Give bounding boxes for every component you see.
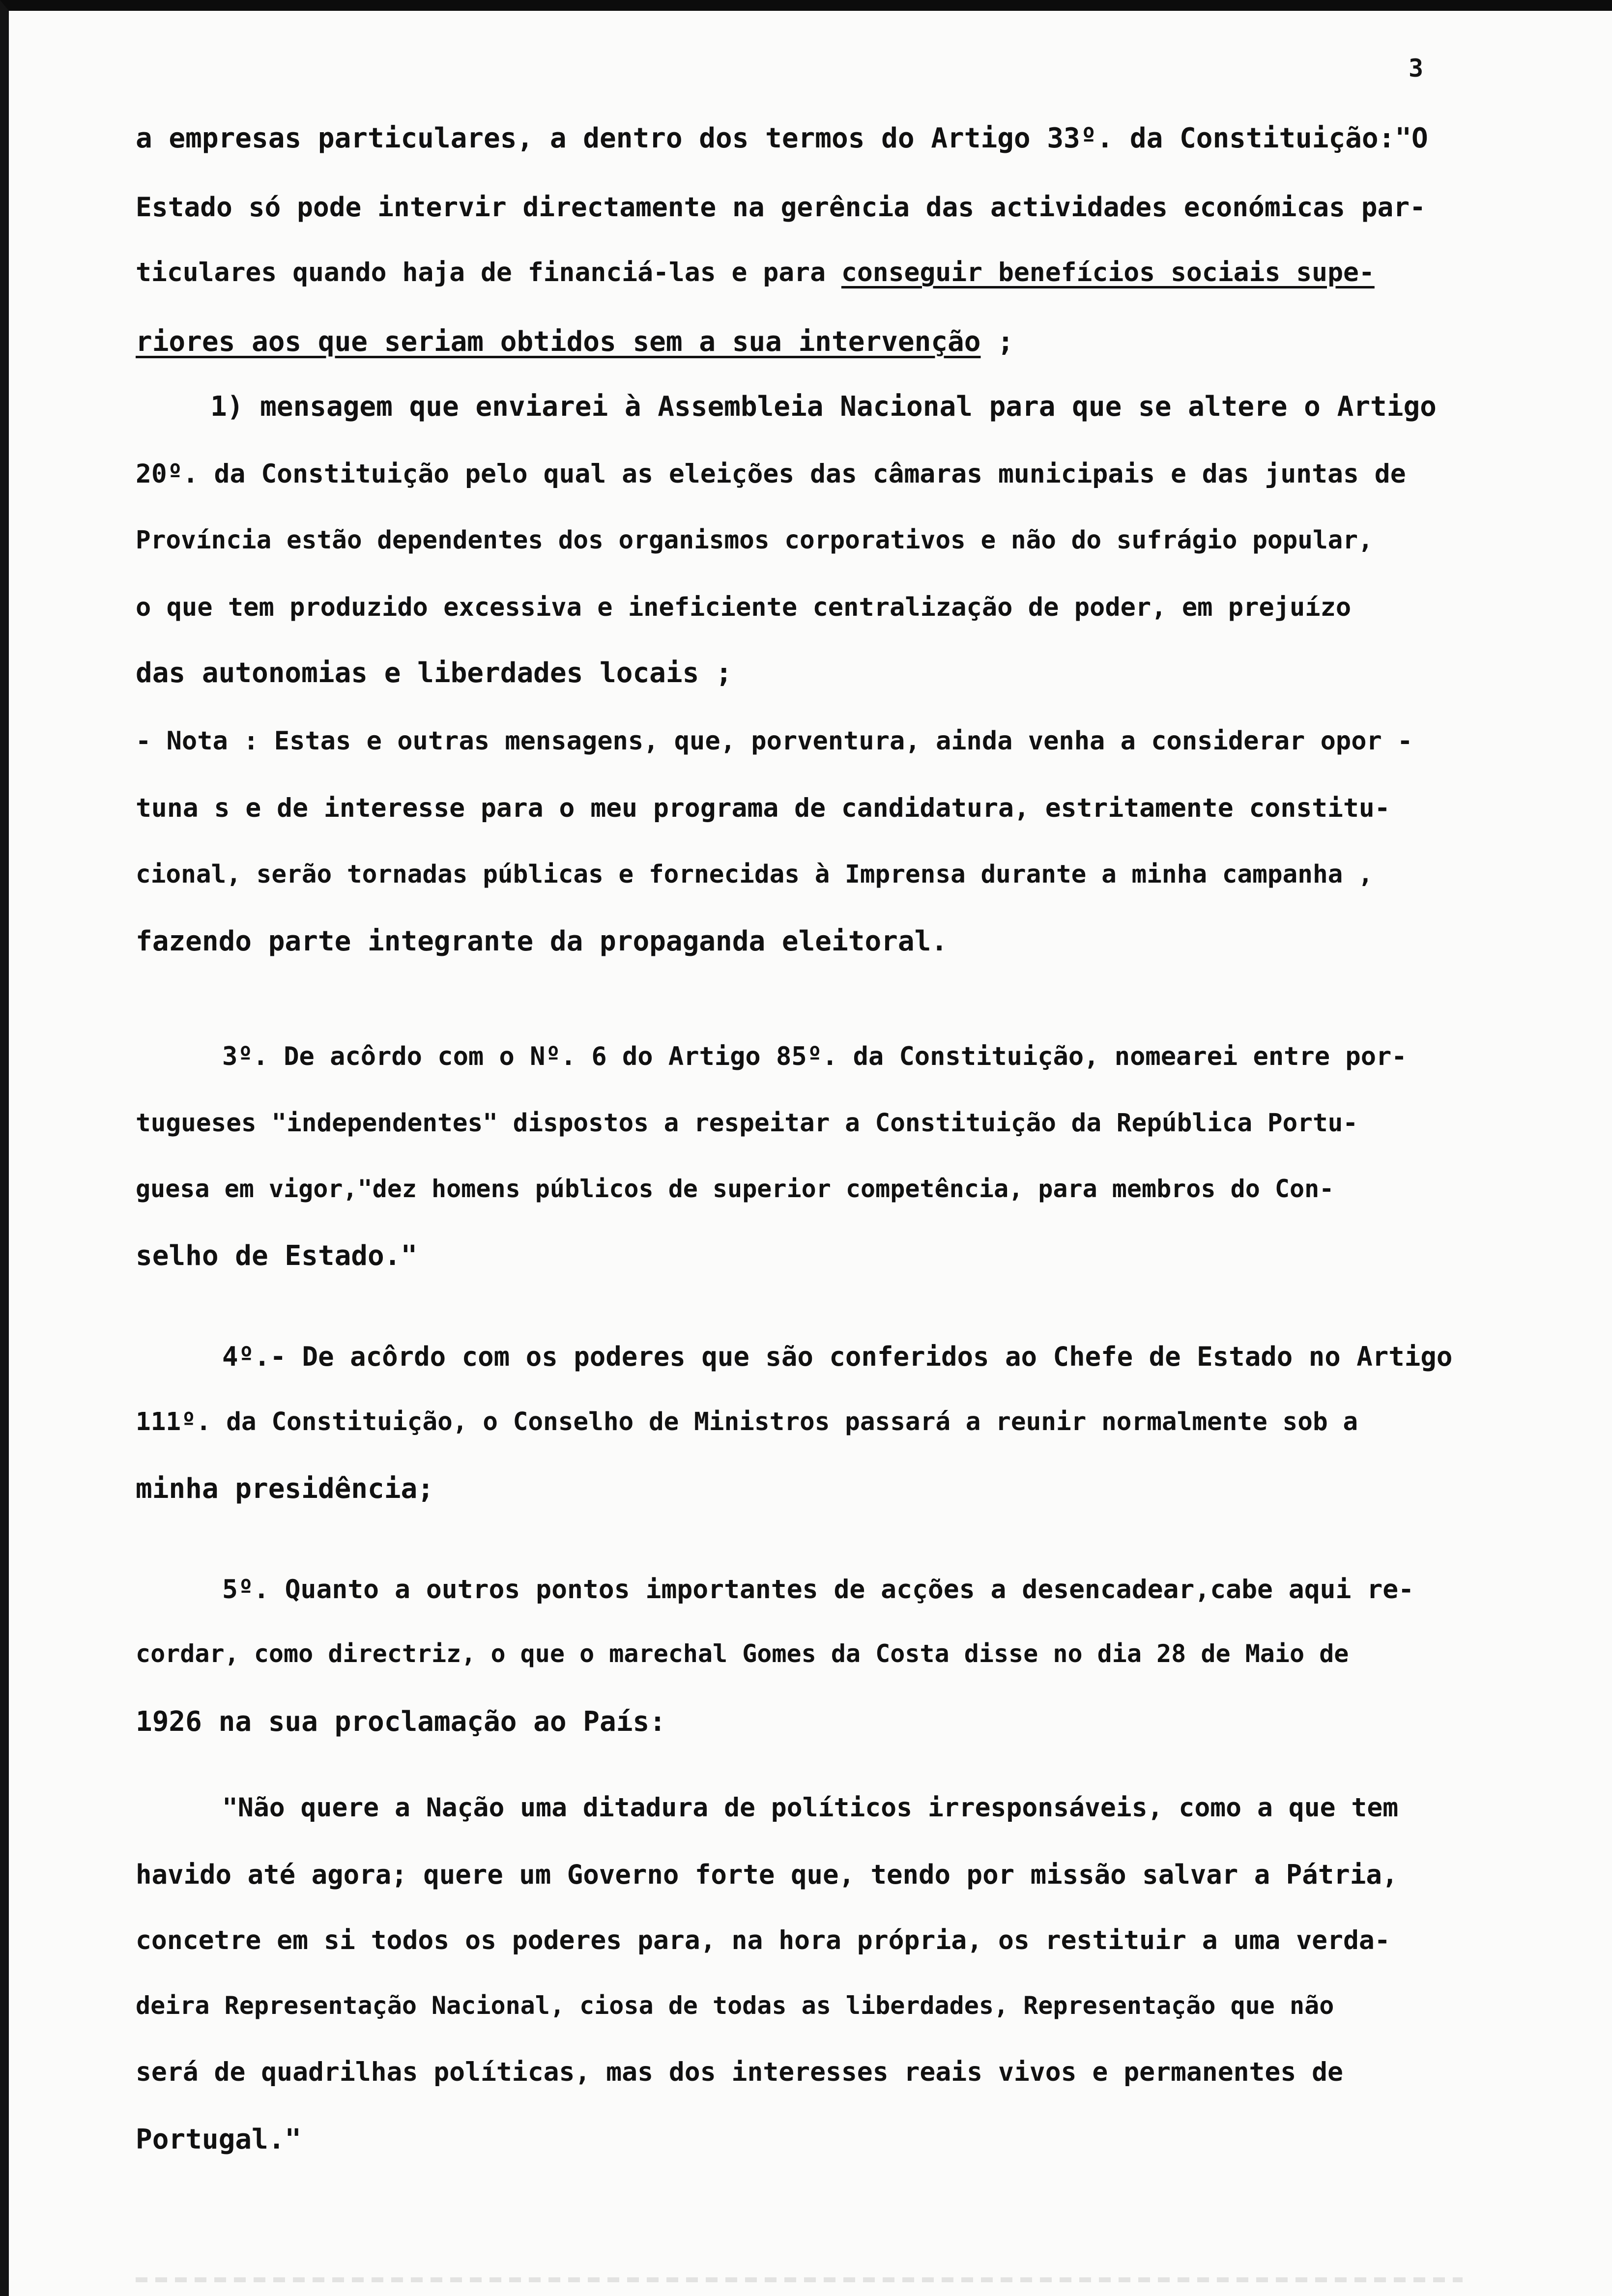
- text-line: 3º. De acôrdo com o Nº. 6 do Artigo 85º. da Constituição, nomearei entre por-: [222, 1042, 1407, 1071]
- text-line: tugueses "independentes" dispostos a respeitar a Constituição da República Portu-: [136, 1109, 1358, 1138]
- text-line: [136, 328, 1014, 356]
- text-line: 4º.- De acôrdo com os poderes que são conferidos ao Chefe de Estado no Artigo: [222, 1341, 1453, 1372]
- text-line: a empresas particulares, a dentro dos termos do Artigo 33º. da Constituição:"O: [136, 122, 1428, 154]
- page-number: 3: [1409, 54, 1424, 83]
- text-line: 20º. da Constituição pelo qual as eleições das câmaras municipais e das juntas de: [136, 459, 1406, 489]
- underlined-text: riores aos que seriam obtidos sem a sua intervenção: [136, 326, 981, 358]
- text-line: cordar, como directriz, o que o marechal Gomes da Costa disse no dia 28 de Maio de: [136, 1639, 1349, 1668]
- text-line: o que tem produzido excessiva e ineficiente centralização de poder, em prejuízo: [136, 593, 1352, 622]
- text-line: 5º. Quanto a outros pontos importantes de acções a desencadear,cabe aqui re-: [222, 1575, 1414, 1605]
- text-line: 1) mensagem que enviarei à Assembleia Nacional para que se altere o Artigo: [210, 391, 1437, 423]
- text-line: fazendo parte integrante da propaganda eleitoral.: [136, 925, 948, 957]
- text-line: guesa em vigor,"dez homens públicos de superior competência, para membros do Con-: [136, 1175, 1334, 1203]
- text-fragment: ticulares quando haja de financiá-las e para: [136, 258, 841, 287]
- text-line: 111º. da Constituição, o Conselho de Ministros passará a reunir normalmente sob a: [136, 1407, 1358, 1436]
- text-line: das autonomias e liberdades locais ;: [136, 657, 732, 689]
- text-line: Estado só pode intervir directamente na gerência das actividades económicas par-: [136, 191, 1426, 223]
- text-line: Província estão dependentes dos organismos corporativos e não do sufrágio popular,: [136, 526, 1373, 555]
- text-fragment: ;: [980, 326, 1014, 358]
- text-line: cional, serão tornadas públicas e fornecidas à Imprensa durante a minha campanha ,: [136, 860, 1373, 889]
- text-line: será de quadrilhas políticas, mas dos interesses reais vivos e permanentes de: [136, 2057, 1343, 2087]
- text-line: Portugal.": [136, 2124, 302, 2155]
- text-line: havido até agora; quere um Governo forte que, tendo por missão salvar a Pátria,: [136, 1859, 1398, 1890]
- text-line: - Nota : Estas e outras mensagens, que, porventura, ainda venha a considerar opor -: [136, 726, 1413, 756]
- text-line: "Não quere a Nação uma ditadura de políticos irresponsáveis, como a que tem: [222, 1793, 1399, 1823]
- text-line: 1926 na sua proclamação ao País:: [136, 1706, 666, 1738]
- text-line: [136, 259, 1375, 286]
- text-line: deira Representação Nacional, ciosa de todas as liberdades, Representação que não: [136, 1991, 1334, 2020]
- text-line: minha presidência;: [136, 1473, 434, 1505]
- underlined-text: conseguir benefícios sociais supe-: [841, 258, 1375, 287]
- text-line: selho de Estado.": [136, 1240, 418, 1272]
- text-line: concetre em si todos os poderes para, na hora própria, os restituir a uma verda-: [136, 1925, 1390, 1955]
- text-line: tuna s e de interesse para o meu programa de candidatura, estritamente constitu-: [136, 793, 1390, 823]
- scan-artifact: [136, 2277, 1463, 2282]
